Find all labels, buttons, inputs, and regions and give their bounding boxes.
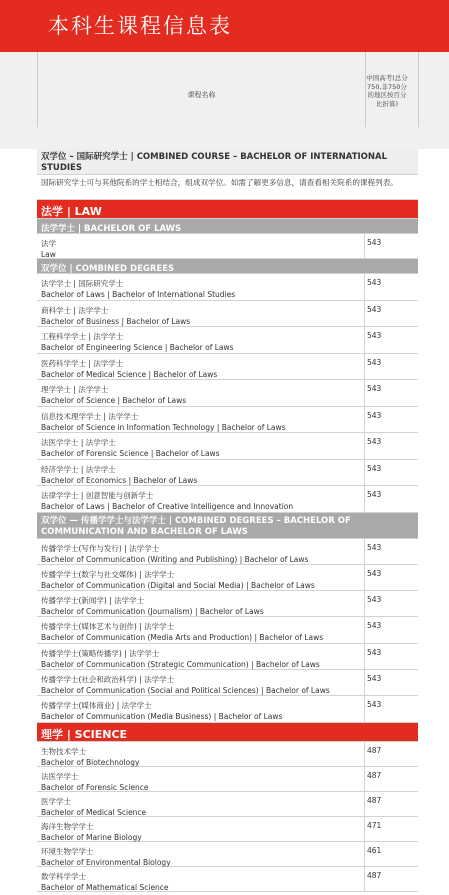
table-row [37, 742, 418, 767]
course-name-cn: 法医学学士 [41, 771, 79, 781]
course-name-cn: 法学 [41, 239, 56, 248]
course-name-cn: 海洋生物学学士 [41, 821, 94, 831]
table-row [37, 617, 418, 643]
course-name-en: Bachelor of Medical Science [41, 807, 147, 817]
column-divider [364, 274, 365, 300]
score-value: 487 [367, 870, 382, 880]
course-name-cn: 传播学学士(媒体商业) | 法学学士 [41, 701, 152, 711]
course-name-cn: 工程科学学士 | 法学学士 [41, 332, 124, 341]
course-name-cn: 信息技术理学学士 | 法学学士 [41, 411, 139, 421]
table-row [37, 867, 418, 892]
table-row [37, 234, 418, 259]
course-name-en: Bachelor of Communication (Journalism) | Bachelor of Laws [41, 607, 264, 617]
note-text: 国际研究学士可与其他院系的学士相结合，组成双学位。如需了解更多信息，请查看相关院系的课程列表。 [41, 178, 398, 187]
column-divider [364, 354, 365, 380]
table-header [0, 52, 449, 127]
course-name-en: Bachelor of Forensic Science [41, 782, 149, 792]
column-divider [364, 460, 365, 486]
column-divider [364, 433, 365, 459]
course-name-en: Bachelor of Laws | Bachelor of International Studies [41, 290, 236, 299]
column-divider [364, 380, 365, 406]
score-value: 543 [367, 621, 382, 631]
column-divider [364, 617, 365, 642]
score-value: 543 [367, 542, 382, 552]
column-divider [364, 539, 365, 564]
subheader-communication-combined [37, 513, 418, 539]
section-note [37, 175, 418, 200]
course-name-cn: 法医学学士 | 法学学士 [41, 438, 116, 447]
column-divider [364, 301, 365, 327]
section-header-international [37, 149, 418, 175]
course-name-cn: 传播学学士(媒体艺术与创作) | 法学学士 [41, 622, 175, 632]
table-row [37, 565, 418, 591]
score-value: 543 [367, 700, 382, 710]
score-value: 543 [367, 595, 382, 605]
table-row [37, 407, 418, 434]
column-divider [364, 486, 365, 512]
course-name-en: Bachelor of Marine Biology [41, 832, 142, 842]
course-name-en: Law [41, 250, 56, 259]
spacer [0, 127, 449, 149]
course-name-cn: 医药科学学士 | 法学学士 [41, 358, 124, 368]
course-name-cn: 理学学士 | 法学学士 [41, 385, 109, 394]
subheader-title: 双学位 | COMBINED DEGREES [41, 264, 175, 274]
column-divider [364, 327, 365, 353]
column-divider [364, 842, 365, 866]
table-row [37, 842, 418, 867]
section-title: 双学位 – 国际研究学士 | COMBINED COURSE – BACHELOR OF INTERNATIONAL STUDIES [41, 152, 388, 173]
course-name-en: Bachelor of Business | Bachelor of Laws [41, 316, 191, 326]
course-name-en: Bachelor of Science in Information Technology | Bachelor of Laws [41, 422, 286, 432]
table-row [37, 274, 418, 301]
course-name-cn: 传播学学士(新闻学) | 法学学士 [41, 596, 145, 606]
course-name-en: Bachelor of Medical Science | Bachelor of Laws [41, 369, 218, 379]
table-row [37, 670, 418, 696]
course-name-cn: 传播学学士(写作与发行) | 法学学士 [41, 543, 160, 553]
table-row [37, 486, 418, 513]
score-value: 543 [367, 673, 382, 683]
course-name-cn: 环境生物学学士 [41, 846, 94, 856]
course-name-cn: 经济学学士 | 法学学士 [41, 464, 116, 474]
course-name-en: Bachelor of Economics | Bachelor of Laws [41, 475, 198, 485]
score-value: 543 [367, 304, 382, 314]
table-row [37, 539, 418, 565]
course-name-en: Bachelor of Communication (Media Business) | Bachelor of Laws [41, 712, 283, 722]
table-row [37, 767, 418, 792]
score-value: 543 [367, 357, 382, 367]
course-table [37, 149, 418, 892]
subheader-title: 双学位 — 传播学学士与法学学士 | COMBINED DEGREES – BACHELOR OF COMMUNICATION AND BACHELOR OF LAWS [41, 515, 351, 537]
course-name-cn: 传播学学士(策略传播学) | 法学学士 [41, 648, 160, 658]
course-name-en: Bachelor of Laws | Bachelor of Creative Intelligence and Innovation [41, 502, 294, 511]
table-row [37, 380, 418, 407]
column-divider [364, 234, 365, 258]
table-row [37, 817, 418, 842]
course-name-cn: 传播学学士(数字与社交媒体) | 法学学士 [41, 569, 175, 579]
score-value: 487 [367, 770, 382, 780]
column-divider [364, 591, 365, 616]
course-name-en: Bachelor of Forensic Science | Bachelor of Laws [41, 449, 220, 458]
page-title: 本科生课程信息表 [48, 14, 232, 38]
column-divider [364, 792, 365, 816]
course-name-en: Bachelor of Environmental Biology [41, 857, 171, 867]
course-name-en: Bachelor of Communication (Media Arts and Production) | Bachelor of Laws [41, 633, 324, 643]
column-divider [364, 742, 365, 766]
column-header-score: 中国高考(总分750,非750分的地区按百分比折算) [366, 74, 408, 108]
column-divider [364, 407, 365, 433]
table-row [37, 433, 418, 460]
column-divider [364, 670, 365, 695]
course-name-en: Bachelor of Mathematical Science [41, 882, 169, 892]
course-name-en: Bachelor of Communication (Digital and Social Media) | Bachelor of Laws [41, 580, 315, 590]
subheader-title: 法学学士 | BACHELOR OF LAWS [41, 224, 182, 234]
table-row [37, 591, 418, 617]
score-value: 487 [367, 745, 382, 755]
column-divider [364, 644, 365, 669]
course-name-en: Bachelor of Engineering Science | Bachelor of Laws [41, 343, 234, 352]
course-name-cn: 传播学学士(社会和政治科学) | 法学学士 [41, 674, 175, 684]
score-value: 543 [367, 490, 382, 499]
score-value: 543 [367, 437, 382, 446]
score-value: 543 [367, 647, 382, 657]
course-name-cn: 生物技术学士 [41, 746, 86, 756]
course-name-cn: 商科学士 | 法学学士 [41, 305, 109, 315]
header-divider [418, 52, 419, 127]
column-header-course: 课程名称 [187, 91, 216, 99]
score-value: 461 [367, 845, 382, 855]
column-divider [364, 565, 365, 590]
course-name-en: Bachelor of Communication (Social and Political Sciences) | Bachelor of Laws [41, 685, 330, 695]
table-row [37, 644, 418, 670]
table-row [37, 354, 418, 381]
course-name-cn: 数学科学学士 [41, 871, 86, 881]
subheader-bachelor-of-laws [37, 219, 418, 234]
score-value: 543 [367, 331, 382, 340]
category-law [37, 200, 418, 219]
title-banner [0, 0, 449, 52]
category-title: 理学 | SCIENCE [41, 727, 128, 741]
course-name-en: Bachelor of Science | Bachelor of Laws [41, 396, 187, 405]
score-value: 543 [367, 278, 382, 287]
course-name-en: Bachelor of Communication (Writing and Publishing) | Bachelor of Laws [41, 554, 309, 564]
category-science [37, 723, 418, 742]
subheader-combined-degrees [37, 259, 418, 274]
column-divider [364, 767, 365, 791]
course-name-cn: 法学学士 | 国际研究学士 [41, 279, 124, 288]
table-row [37, 327, 418, 354]
column-divider [364, 867, 365, 891]
table-row [37, 460, 418, 487]
table-row [37, 696, 418, 722]
course-name-en: Bachelor of Biotechnology [41, 757, 140, 767]
score-value: 543 [367, 463, 382, 473]
score-value: 543 [367, 238, 382, 247]
column-divider [364, 817, 365, 841]
course-name-cn: 医学学士 [41, 796, 71, 806]
score-value: 543 [367, 568, 382, 578]
score-value: 471 [367, 820, 382, 830]
course-name-en: Bachelor of Communication (Strategic Communication) | Bachelor of Laws [41, 659, 320, 669]
score-value: 487 [367, 795, 382, 805]
score-value: 543 [367, 384, 382, 393]
table-row [37, 792, 418, 817]
category-title: 法学 | LAW [41, 205, 102, 218]
column-divider [364, 696, 365, 721]
course-name-cn: 法律学学士 | 创意智能与创新学士 [41, 491, 154, 500]
table-row [37, 301, 418, 328]
score-value: 543 [367, 410, 382, 420]
